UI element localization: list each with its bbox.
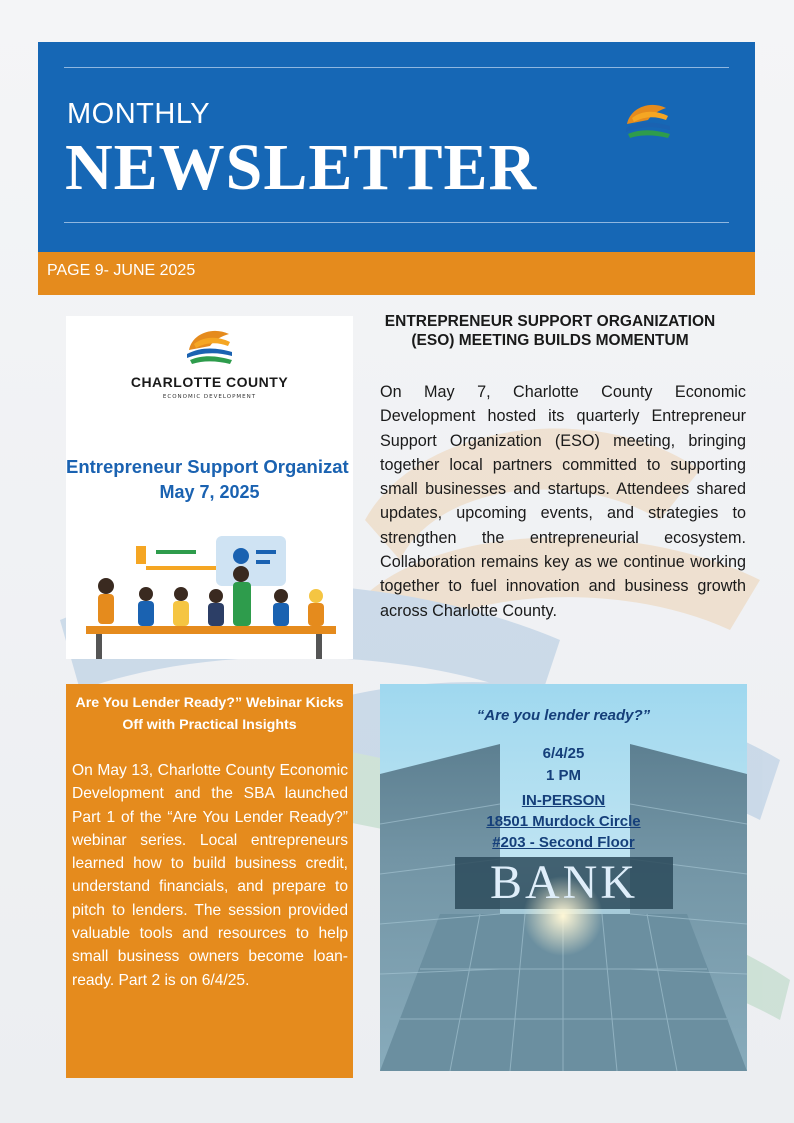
- eso-event-title: Entrepreneur Support Organizat: [66, 456, 349, 477]
- lender-article-body: On May 13, Charlotte County Economic Development and the SBA launched Part 1 of the “Are You Lender Ready?” webinar series. Local entrepreneurs learned how to build business credit, understand financials, and prepare to pitch to lenders. The session provided valuable tools and resources to help small business owners become loan-ready. Part 2 is on 6/4/25.: [72, 762, 348, 989]
- lender-article-title: Are You Lender Ready?” Webinar Kicks Off with Practical Insights: [75, 695, 344, 733]
- charlotte-county-logo-icon: [184, 326, 234, 372]
- org-name: CHARLOTTE COUNTY: [130, 374, 289, 390]
- eso-flyer-card: [66, 316, 353, 659]
- flyer-date: 6/4/25: [542, 745, 585, 762]
- flyer-quote: “Are you lender ready?”: [476, 707, 651, 724]
- bank-sign: BANK: [489, 856, 638, 909]
- eso-event-date: May 7, 2025: [159, 482, 260, 502]
- flyer-mode: IN-PERSON: [521, 792, 606, 809]
- flyer-address-line2: #203 - Second Floor: [492, 834, 635, 851]
- header-monthly: MONTHLY: [67, 98, 211, 130]
- lender-webinar-card: [66, 684, 353, 1078]
- header-newsletter-title: NEWSLETTER: [65, 131, 538, 204]
- header-top-rule: [64, 67, 729, 68]
- flyer-address-line1: 18501 Murdock Circle: [486, 813, 641, 830]
- newsletter-header: [38, 42, 755, 252]
- eso-article-body: On May 7, Charlotte County Economic Development hosted its quarterly Entrepreneur Support Organization (ESO) meeting, bringing together local partners committed to supporting small businesses and startups. Attendees shared updates, upcoming events, and strategies to strengthen the entrepreneurial ecosystem. Collaboration remains key as we continue working together to fuel innovation and business growth across Charlotte County.: [380, 383, 746, 620]
- flyer-time: 1 PM: [545, 767, 581, 784]
- page-band: [38, 252, 755, 295]
- org-subtitle: ECONOMIC DEVELOPMENT: [162, 394, 257, 400]
- page-label: PAGE 9- JUNE 2025: [47, 262, 196, 279]
- meeting-illustration: [66, 536, 353, 659]
- header-bottom-rule: [64, 222, 729, 223]
- eso-article-heading: ENTREPRENEUR SUPPORT ORGANIZATION (ESO) MEETING BUILDS MOMENTUM: [384, 313, 716, 349]
- lender-ready-flyer: [380, 684, 747, 1071]
- sun-logo-icon: [622, 98, 672, 148]
